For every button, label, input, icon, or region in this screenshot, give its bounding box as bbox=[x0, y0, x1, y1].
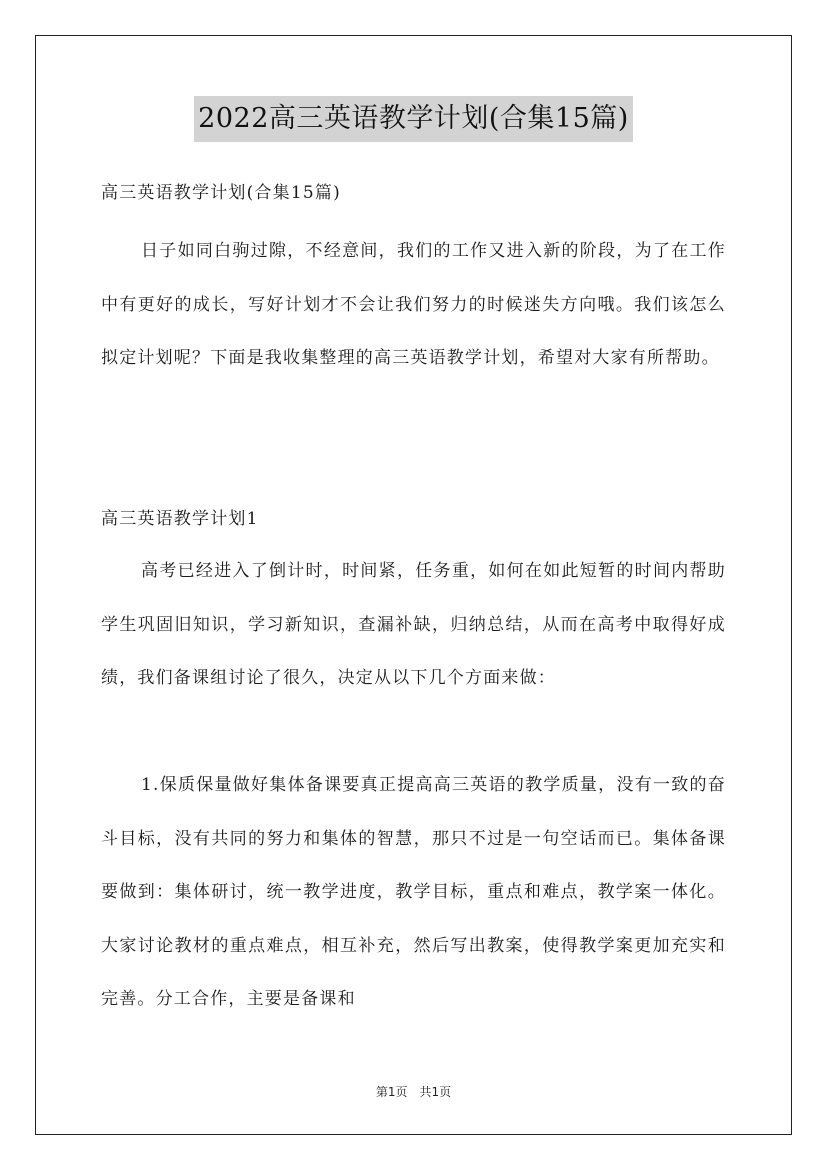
document-subtitle: 高三英语教学计划(合集15篇) bbox=[101, 183, 341, 203]
body-paragraph-1: 高考已经进入了倒计时，时间紧，任务重，如何在如此短暂的时间内帮助学生巩固旧知识，学习新知识，查漏补缺，归纳总结，从而在高考中取得好成绩，我们备课组讨论了很久，决定从以下几个方面来做： bbox=[101, 561, 726, 688]
title-container bbox=[0, 96, 827, 142]
document-title: 2022高三英语教学计划(合集15篇) bbox=[194, 96, 633, 142]
intro-paragraph: 日子如同白驹过隙，不经意间，我们的工作又进入新的阶段，为了在工作中有更好的成长，写好计划才不会让我们努力的时候迷失方向哦。我们该怎么拟定计划呢？下面是我收集整理的高三英语教学计划，希望对大家有所帮助。 bbox=[101, 241, 726, 368]
body-paragraph-2: 1.保质保量做好集体备课要真正提高高三英语的教学质量，没有一致的奋斗目标，没有共同的努力和集体的智慧，那只不过是一句空话而已。集体备课要做到：集体研讨，统一教学进度，教学目标，重点和难点，教学案一体化。大家讨论教材的重点难点，相互补充，然后写出教案，使得教学案更加充实和完善。分工合作，主要是备课和 bbox=[101, 775, 726, 1009]
section-heading: 高三英语教学计划1 bbox=[101, 509, 259, 529]
page-footer: 第1页 共1页 bbox=[375, 1085, 452, 1099]
